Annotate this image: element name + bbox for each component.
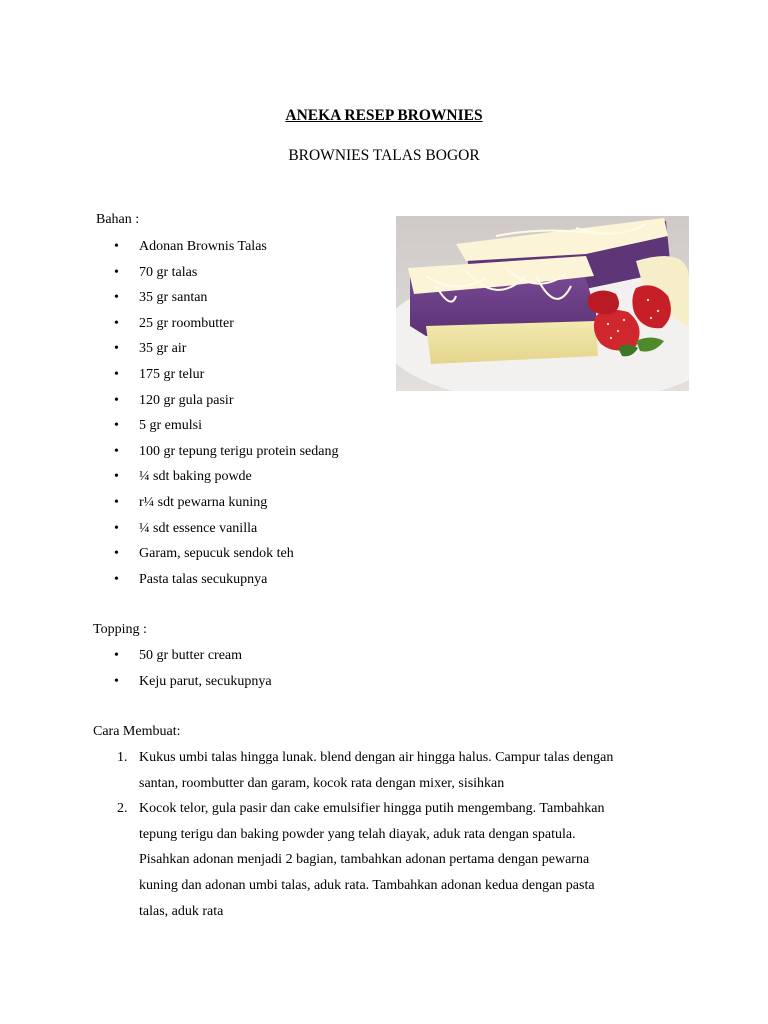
step-line: talas, aduk rata (139, 903, 224, 919)
step-number: 2. (117, 801, 128, 817)
document-title-text: ANEKA RESEP BROWNIES (285, 107, 483, 124)
photo-image (396, 216, 689, 391)
list-item: • 100 gr tepung terigu protein sedang (117, 439, 338, 465)
list-item: • Keju parut, secukupnya (117, 669, 272, 695)
recipe-subtitle: BROWNIES TALAS BOGOR (288, 147, 480, 164)
list-item: • 175 gr telur (117, 362, 338, 388)
brownies-talas-photo (396, 216, 689, 391)
list-item: • ¼ sdt baking powde (117, 464, 338, 490)
topping-label: Topping : (93, 622, 147, 637)
step-item (117, 745, 677, 796)
list-item: • 70 gr talas (117, 260, 338, 286)
step-number: 1. (117, 750, 128, 765)
bahan-list (117, 234, 338, 592)
step-line: kuning dan adonan umbi talas, aduk rata. Tambahkan adonan kedua dengan pasta (139, 877, 595, 893)
bahan-label: Bahan : (96, 212, 140, 227)
list-item: • Pasta talas secukupnya (117, 567, 338, 593)
topping-list (117, 643, 272, 694)
step-line: santan, roombutter dan garam, kocok rata dengan mixer, sisihkan (139, 775, 505, 791)
list-item: • 120 gr gula pasir (117, 388, 338, 414)
list-item: • Garam, sepucuk sendok teh (117, 541, 338, 567)
steps-list (117, 745, 677, 924)
list-item: • 35 gr air (117, 336, 338, 362)
step-item (117, 796, 677, 924)
list-item: • 50 gr butter cream (117, 643, 272, 669)
list-item: • 5 gr emulsi (117, 413, 338, 439)
step-line: Pisahkan adonan menjadi 2 bagian, tambahkan adonan pertama dengan pewarna (139, 852, 590, 868)
document-title (0, 107, 768, 125)
cara-membuat-label: Cara Membuat: (93, 724, 181, 739)
list-item: • r¼ sdt pewarna kuning (117, 490, 338, 516)
list-item: • ¼ sdt essence vanilla (117, 516, 338, 542)
list-item: • Adonan Brownis Talas (117, 234, 338, 260)
step-line: Kukus umbi talas hingga lunak. blend dengan air hingga halus. Campur talas dengan (139, 750, 614, 765)
step-line: Kocok telor, gula pasir dan cake emulsifier hingga putih mengembang. Tambahkan (139, 801, 605, 817)
list-item: • 35 gr santan (117, 285, 338, 311)
list-item: • 25 gr roombutter (117, 311, 338, 337)
step-line: tepung terigu dan baking powder yang telah diayak, aduk rata dengan spatula. (139, 826, 576, 842)
